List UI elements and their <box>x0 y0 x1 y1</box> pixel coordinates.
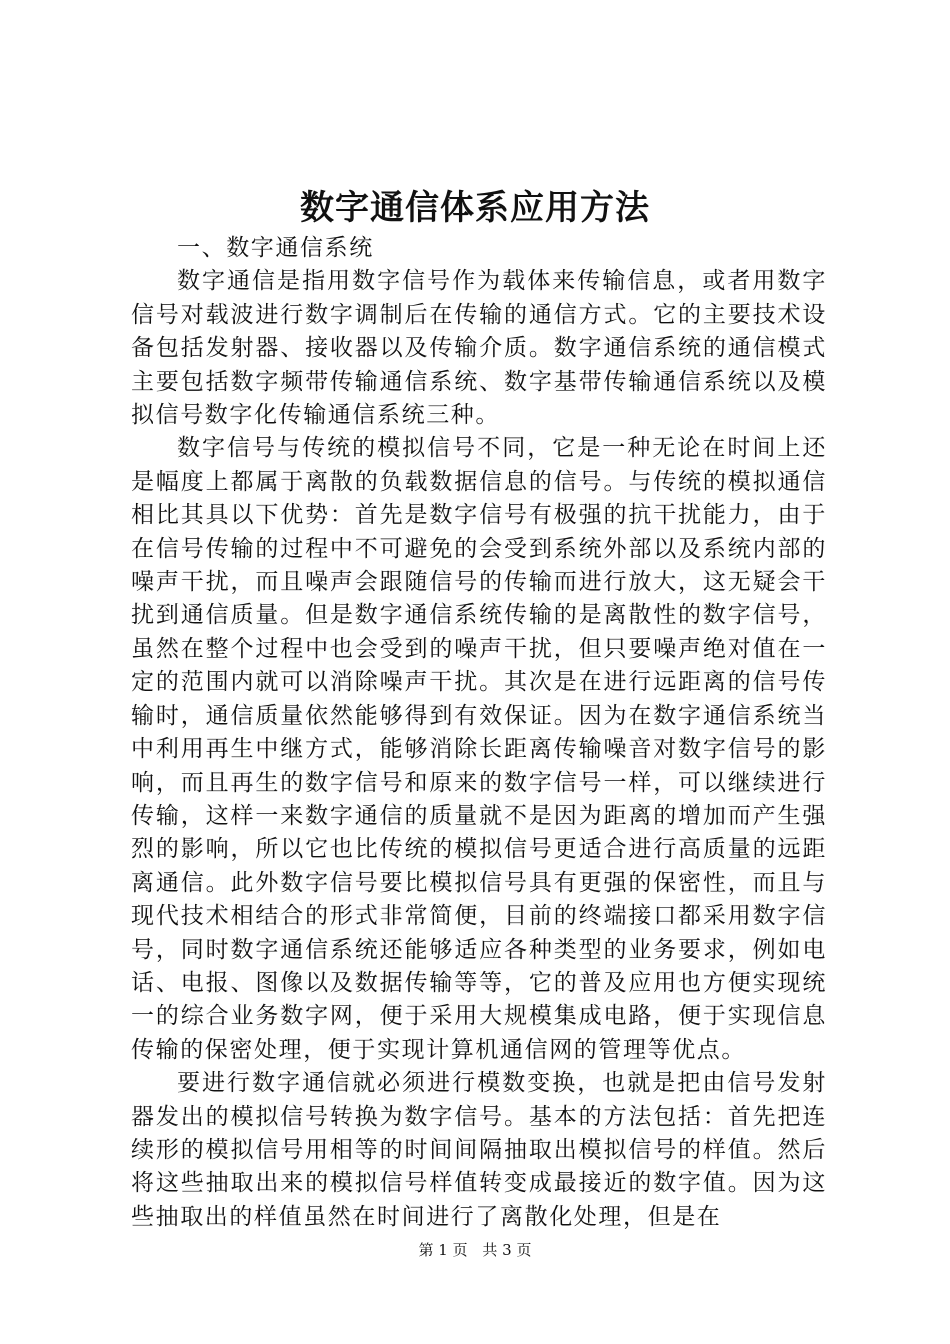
page-total: 共 3 页 <box>482 1241 532 1259</box>
body-paragraph: 要进行数字通信就必须进行模数变换，也就是把由信号发射器发出的模拟信号转换为数字信号。基本的方法包括：首先把连续形的模拟信号用相等的时间间隔抽取出模拟信号的样值。然后将这些抽取出来的模拟信号样值转变成最接近的数字值。因为这些抽取出的样值虽然在时间进行了离散化处理，但是在 <box>131 1070 827 1230</box>
section-heading: 一、数字通信系统 <box>177 235 374 261</box>
document-title: 数字通信体系应用方法 <box>300 188 650 228</box>
page-number: 第 1 页 <box>418 1241 468 1259</box>
body-paragraph: 数字通信是指用数字信号作为载体来传输信息，或者用数字信号对载波进行数字调制后在传输的通信方式。它的主要技术设备包括发射器、接收器以及传输介质。数字通信系统的通信模式主要包括数字频带传输通信系统、数字基带传输通信系统以及模拟信号数字化传输通信系统三种。 <box>131 268 827 429</box>
page-footer <box>0 1240 950 1260</box>
body-paragraph: 数字信号与传统的模拟信号不同，它是一种无论在时间上还是幅度上都属于离散的负载数据信息的信号。与传统的模拟通信相比其具以下优势：首先是数字信号有极强的抗干扰能力，由于在信号传输的过程中不可避免的会受到系统外部以及系统内部的噪声干扰，而且噪声会跟随信号的传输而进行放大，这无疑会干扰到通信质量。但是数字通信系统传输的是离散性的数字信号，虽然在整个过程中也会受到的噪声干扰，但只要噪声绝对值在一定的范围内就可以消除噪声干扰。其次是在进行远距离的信号传输时，通信质量依然能够得到有效保证。因为在数字通信系统当中利用再生中继方式，能够消除长距离传输噪音对数字信号的影响，而且再生的数字信号和原来的数字信号一样，可以继续进行传输，这样一来数字通信的质量就不是因为距离的增加而产生强烈的影响，所以它也比传统的模拟信号更适合进行高质量的远距离通信。此外数字信号要比模拟信号具有更强的保密性，而且与现代技术相结合的形式非常简便，目前的终端接口都采用数字信号，同时数字通信系统还能够适应各种类型的业务要求，例如电话、电报、图像以及数据传输等等，它的普及应用也方便实现统一的综合业务数字网，便于采用大规模集成电路，便于实现信息传输的保密处理，便于实现计算机通信网的管理等优点。 <box>131 435 827 1063</box>
document-body <box>131 232 827 1234</box>
